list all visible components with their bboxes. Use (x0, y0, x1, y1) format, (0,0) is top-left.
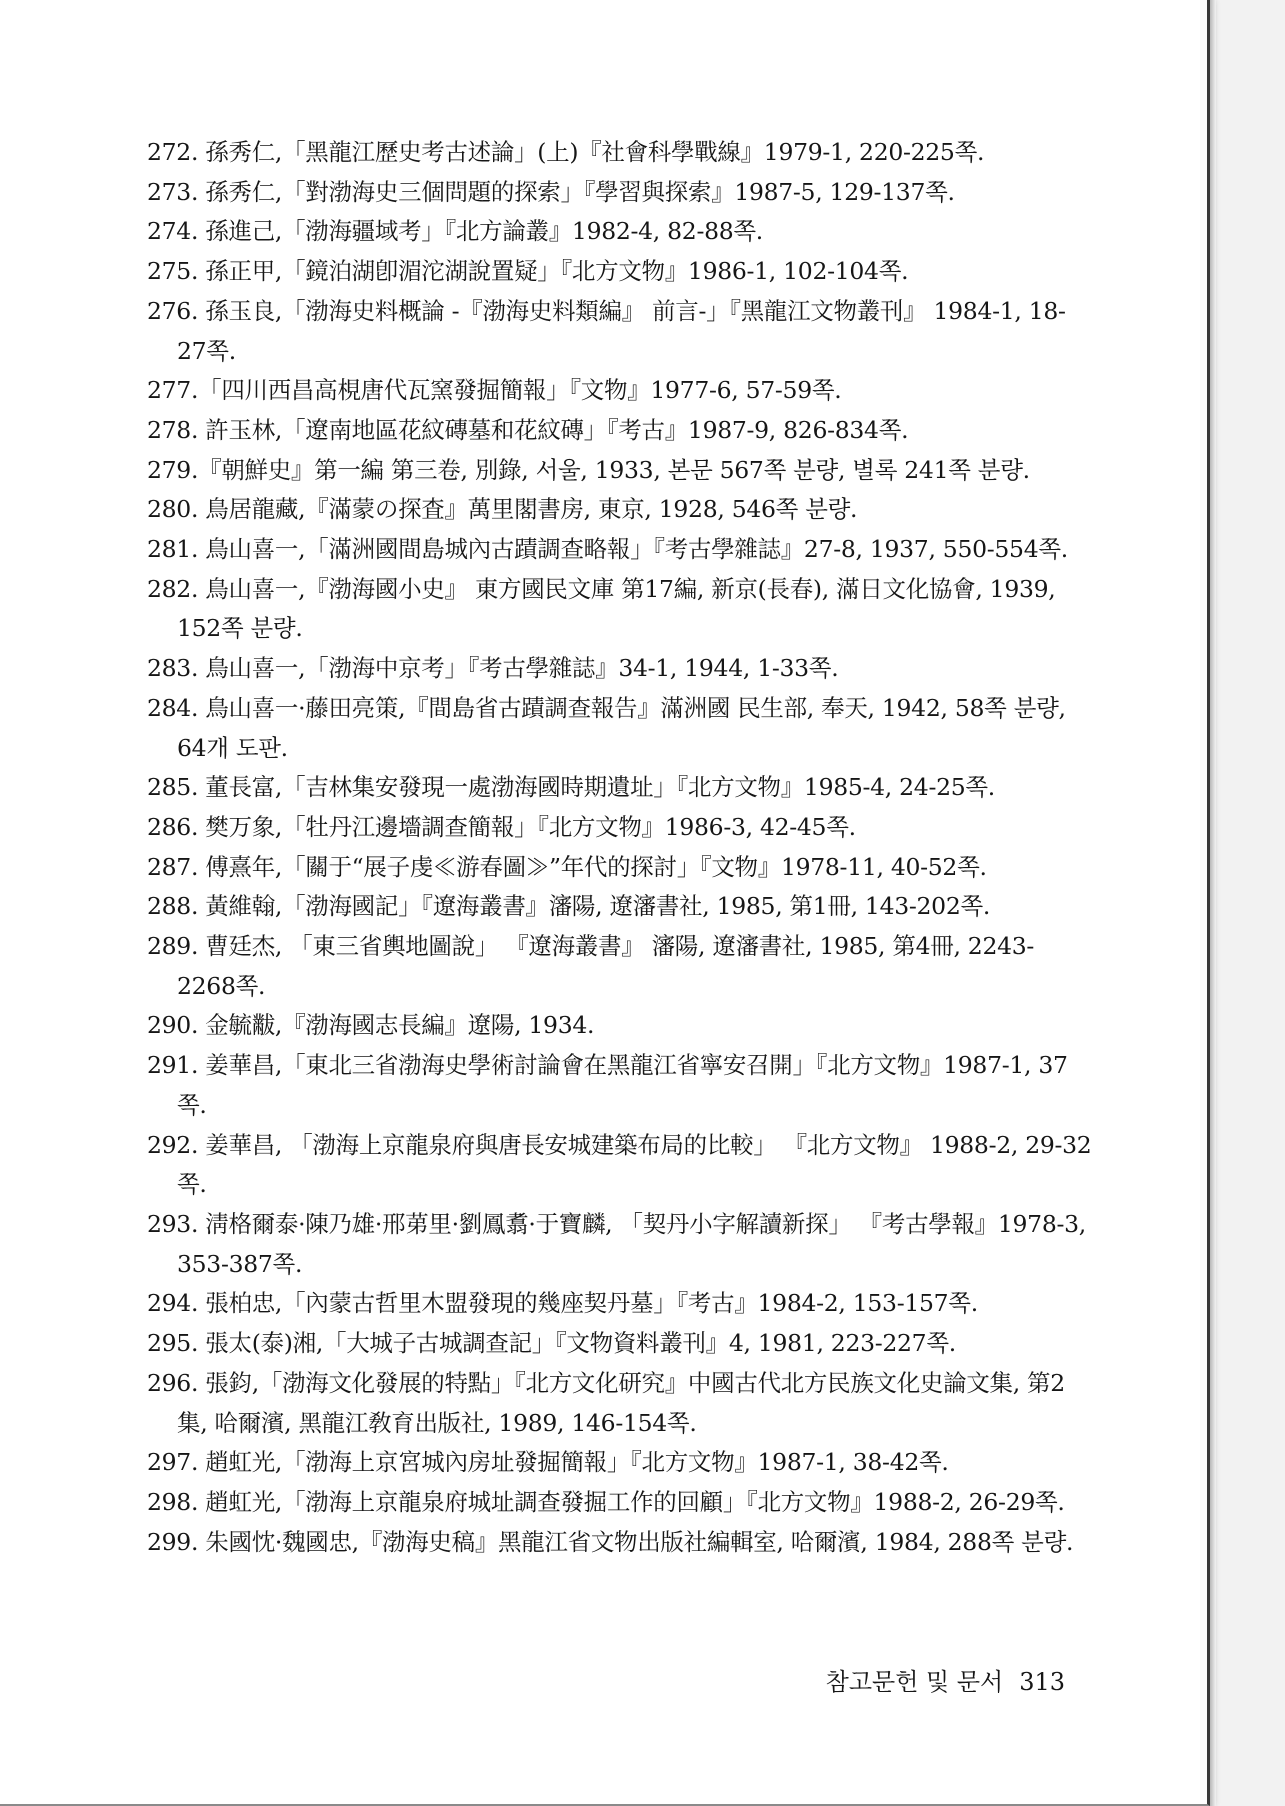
page-edge-shadow (1210, 0, 1216, 1806)
reference-entry: 287. 傅熹年,「關于“展子虔≪游春圖≫”年代的探討」『文物』1978-11, 40-52쪽. (147, 852, 987, 881)
reference-entry: 275. 孫正甲,「鏡泊湖卽湄沱湖說置疑」『北方文物』1986-1, 102-104쪽. (147, 257, 909, 286)
reference-entry: 285. 董長富,「吉林集安發現一處渤海國時期遺址」『北方文物』1985-4, 24-25쪽. (147, 773, 995, 802)
reference-entry: 293. 淸格爾泰·陳乃雄·邢苐里·劉鳳翥·于寶麟, 「契丹小字解讀新探」 『考古學報』1978-3, 353-387쪽. (147, 1209, 1086, 1278)
reference-entry: 283. 鳥山喜一,「渤海中京考」『考古學雜誌』34-1, 1944, 1-33쪽. (147, 654, 839, 683)
reference-entry: 279.『朝鮮史』第一編 第三卷, 別錄, 서울, 1933, 본문 567쪽 분량, 별록 241쪽 분량. (147, 455, 1030, 484)
reference-list (147, 133, 1092, 1562)
reference-entry: 273. 孫秀仁,「對渤海史三個問題的探索」『學習與探索』1987-5, 129-137쪽. (147, 177, 955, 206)
reference-entry: 281. 鳥山喜一,「滿洲國間島城內古蹟調查略報」『考古學雜誌』27-8, 1937, 550-554쪽. (147, 535, 1068, 564)
reference-entry: 286. 樊万象,「牡丹江邊墻調查簡報」『北方文物』1986-3, 42-45쪽. (147, 812, 856, 841)
reference-entry: 277.「四川西昌高梘唐代瓦窯發掘簡報」『文物』1977-6, 57-59쪽. (147, 376, 842, 405)
reference-entry: 278. 許玉林,「遼南地區花紋磚墓和花紋磚」『考古』1987-9, 826-834쪽. (147, 415, 909, 444)
reference-entry: 297. 趙虹光,「渤海上京宮城內房址發掘簡報」『北方文物』1987-1, 38-42쪽. (147, 1448, 949, 1477)
reference-entry: 295. 張太(泰)湘,「大城子古城調查記」『文物資料叢刊』4, 1981, 223-227쪽. (147, 1329, 956, 1358)
reference-entry: 296. 張鈞,「渤海文化發展的特點」『北方文化研究』中國古代北方民族文化史論文集, 第2集, 哈爾濱, 黑龍江敎育出版社, 1989, 146-154쪽. (147, 1368, 1065, 1437)
reference-entry: 299. 朱國忱·魏國忠,『渤海史稿』黑龍江省文物出版社編輯室, 哈爾濱, 1984, 288쪽 분량. (147, 1527, 1074, 1556)
reference-entry: 276. 孫玉良,「渤海史料概論 -『渤海史料類編』 前言-」『黑龍江文物叢刊』 1984-1, 18-27쪽. (147, 296, 1066, 365)
reference-entry: 291. 姜華昌,「東北三省渤海史學術討論會在黑龍江省寧安召開」『北方文物』1987-1, 37쪽. (147, 1051, 1068, 1119)
page-footer (820, 1662, 1065, 1697)
reference-entry: 298. 趙虹光,「渤海上京龍泉府城址調查發掘工作的回顧」『北方文物』1988-2, 26-29쪽. (147, 1487, 1065, 1516)
reference-entry: 292. 姜華昌, 「渤海上京龍泉府與唐長安城建築布局的比較」 『北方文物』 1988-2, 29-32쪽. (147, 1130, 1092, 1199)
reference-entry: 290. 金毓黻,『渤海國志長編』遼陽, 1934. (147, 1011, 595, 1040)
reference-entry: 272. 孫秀仁,「黑龍江歷史考古述論」(上)『社會科學戰線』1979-1, 220-225쪽. (147, 138, 985, 166)
reference-entry: 284. 鳥山喜一·藤田亮策,『間島省古蹟調查報告』滿洲國 民生部, 奉天, 1942, 58쪽 분량, 64개 도판. (147, 693, 1066, 762)
reference-entry: 294. 張柏忠,「內蒙古哲里木盟發現的幾座契丹墓」『考古』1984-2, 153-157쪽. (147, 1289, 978, 1318)
running-footer-title: 참고문헌 및 문서 (825, 1668, 1004, 1696)
reference-entry: 289. 曹廷杰, 「東三省輿地圖說」 『遼海叢書』 瀋陽, 遼瀋書社, 1985, 第4冊, 2243-2268쪽. (147, 932, 1035, 1000)
reference-entry: 288. 黃維翰,「渤海國記」『遼海叢書』瀋陽, 遼瀋書社, 1985, 第1冊, 143-202쪽. (147, 892, 991, 921)
reference-entry: 274. 孫進己,「渤海疆域考」『北方論叢』1982-4, 82-88쪽. (147, 217, 763, 246)
page-number: 313 (1019, 1668, 1065, 1696)
reference-entry: 280. 鳥居龍藏,『滿蒙の探査』萬里閣書房, 東京, 1928, 546쪽 분량. (147, 495, 858, 524)
reference-entry: 282. 鳥山喜一,『渤海國小史』 東方國民文庫 第17編, 新京(長春), 滿日文化協會, 1939, 152쪽 분량. (147, 574, 1056, 643)
